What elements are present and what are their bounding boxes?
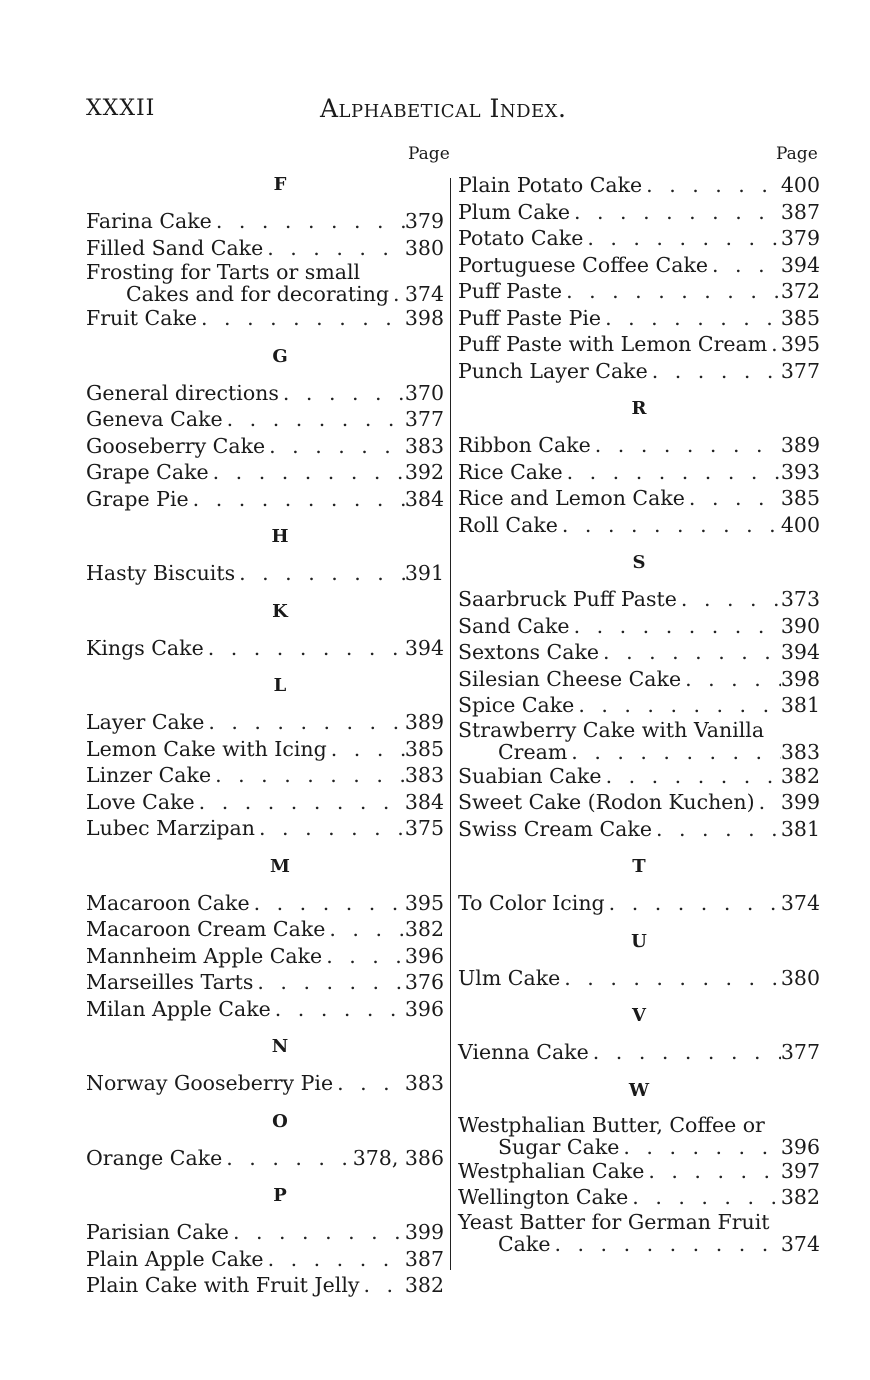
entry-name: Puff Paste xyxy=(458,279,563,303)
index-entry xyxy=(86,762,444,789)
entry-name: Sand Cake xyxy=(458,613,570,638)
index-entry xyxy=(86,916,444,943)
leader-dots xyxy=(212,208,405,235)
entry-name: Mannheim Apple Cake xyxy=(86,943,323,968)
index-section xyxy=(458,1003,820,1066)
index-entry xyxy=(86,486,444,513)
entry-page-number: 378, 386 xyxy=(352,1145,444,1170)
entry-name: Kings Cake xyxy=(86,635,204,660)
index-entry xyxy=(458,789,820,816)
page-number: XXXII xyxy=(86,96,156,121)
page-title: Alphabetical Index. xyxy=(320,94,567,123)
section-letter: K xyxy=(272,600,288,622)
leader-dots xyxy=(265,433,405,460)
leader-dots xyxy=(189,486,405,513)
entry-page-number: 395 xyxy=(404,890,444,915)
leader-dots xyxy=(563,459,781,486)
entry-name: Geneva Cake xyxy=(86,407,223,431)
entry-page-number: 377 xyxy=(780,1040,820,1064)
leader-dots xyxy=(253,969,404,996)
index-section xyxy=(458,1078,820,1255)
section-letter: M xyxy=(270,855,290,877)
entry-name: Plain Apple Cake xyxy=(86,1246,264,1271)
entry-page-number: 383 xyxy=(404,1071,444,1095)
leader-dots xyxy=(681,666,781,693)
leader-dots xyxy=(628,1184,781,1211)
entry-page-number: 370 xyxy=(404,380,444,405)
index-entry xyxy=(458,331,820,358)
leader-dots xyxy=(264,1246,405,1273)
index-entry xyxy=(458,305,820,332)
index-entry xyxy=(86,1246,444,1273)
entry-name: Lemon Cake with Icing xyxy=(86,736,327,761)
entry-page-number: 381 xyxy=(780,693,820,717)
leader-dots xyxy=(325,916,404,943)
leader-dots xyxy=(767,331,781,358)
leader-dots xyxy=(271,996,405,1023)
index-section xyxy=(458,929,820,992)
entry-page-number: 387 xyxy=(404,1246,444,1271)
leader-dots xyxy=(755,789,781,816)
entry-name: Wellington Cake xyxy=(458,1185,629,1209)
leader-dots xyxy=(327,736,405,763)
entry-name: Plain Cake with Fruit Jelly xyxy=(86,1273,360,1297)
index-section xyxy=(86,344,444,513)
section-letter: N xyxy=(271,1036,289,1057)
index-entry xyxy=(86,208,444,235)
entry-name: Norway Gooseberry Pie xyxy=(86,1071,334,1095)
index-entry xyxy=(86,890,444,917)
leader-dots xyxy=(322,943,405,970)
index-section xyxy=(86,1034,444,1097)
leader-dots xyxy=(235,560,405,587)
entry-page-number: 380 xyxy=(780,965,820,990)
entry-name: Westphalian Cake xyxy=(458,1158,645,1183)
index-entry xyxy=(86,459,444,486)
leader-dots xyxy=(642,172,781,199)
index-entry xyxy=(458,459,820,486)
index-entry xyxy=(458,692,820,719)
entry-name: Grape Pie xyxy=(86,486,189,511)
leader-dots xyxy=(389,283,405,305)
entry-name: Farina Cake xyxy=(86,209,212,233)
entry-name: Milan Apple Cake xyxy=(86,996,271,1021)
leader-dots xyxy=(619,1136,780,1158)
leader-dots xyxy=(558,512,781,539)
entry-name: Plum Cake xyxy=(458,199,570,224)
entry-page-number: 383 xyxy=(404,433,444,458)
entry-page-number: 394 xyxy=(780,640,820,664)
index-entry xyxy=(458,512,820,539)
entry-name: Rice Cake xyxy=(458,459,563,484)
index-section xyxy=(86,172,444,332)
index-entry xyxy=(458,1158,820,1185)
section-letter: H xyxy=(271,526,289,547)
entry-page-number: 385 xyxy=(404,736,444,761)
entry-name: Orange Cake xyxy=(86,1145,223,1170)
entry-name: Filled Sand Cake xyxy=(86,235,264,260)
section-letter: W xyxy=(628,1079,650,1101)
entry-name: Fruit Cake xyxy=(86,306,197,330)
leader-dots xyxy=(279,380,405,407)
index-section xyxy=(458,172,820,384)
index-entry xyxy=(86,815,444,842)
index-section xyxy=(86,1109,444,1172)
entry-name: Puff Paste with Lemon Cream xyxy=(458,332,768,356)
index-section xyxy=(86,599,444,662)
entry-page-number: 394 xyxy=(780,252,820,277)
entry-page-number: 396 xyxy=(404,943,444,968)
leader-dots xyxy=(223,406,405,433)
entry-name: Layer Cake xyxy=(86,710,205,734)
leader-dots xyxy=(648,358,781,385)
leader-dots xyxy=(570,199,781,226)
page-column-label-left: Page xyxy=(408,144,450,164)
leader-dots xyxy=(197,305,405,332)
index-entry xyxy=(458,1184,820,1211)
leader-dots xyxy=(204,635,405,662)
page-column-label-right: Page xyxy=(776,144,818,164)
index-entry xyxy=(458,639,820,666)
entry-page-number: 373 xyxy=(780,587,820,611)
section-letter: L xyxy=(273,675,287,696)
leader-dots xyxy=(209,459,405,486)
entry-name: Punch Layer Cake xyxy=(458,358,648,383)
entry-name: Hasty Biscuits xyxy=(86,561,236,585)
entry-page-number: 390 xyxy=(780,613,820,638)
index-section xyxy=(458,396,820,538)
index-entry xyxy=(458,278,820,305)
index-entry xyxy=(86,261,444,305)
index-entry-line xyxy=(86,283,444,305)
index-entry xyxy=(86,380,444,407)
entry-page-number: 392 xyxy=(404,460,444,484)
section-letter: O xyxy=(272,1110,288,1132)
index-entry xyxy=(458,252,820,279)
entry-page-number: 374 xyxy=(780,1231,820,1256)
leader-dots xyxy=(222,1145,352,1172)
entry-page-number: 377 xyxy=(780,358,820,383)
entry-page-number: 398 xyxy=(780,666,820,691)
index-entry xyxy=(458,613,820,640)
entry-page-number: 383 xyxy=(404,763,444,787)
index-entry xyxy=(458,225,820,252)
index-entry xyxy=(86,1145,444,1172)
entry-name: Sugar Cake xyxy=(498,1134,620,1159)
entry-name: Gooseberry Cake xyxy=(86,433,266,458)
leader-dots xyxy=(685,485,781,512)
entry-page-number: 391 xyxy=(404,561,444,585)
index-entry xyxy=(86,1272,444,1299)
entry-name: Silesian Cheese Cake xyxy=(458,666,682,691)
section-letter: G xyxy=(272,345,288,367)
index-entry xyxy=(458,199,820,226)
entry-name: Cakes and for decorating xyxy=(126,282,390,306)
entry-name: Macaroon Cake xyxy=(86,890,250,915)
index-section xyxy=(458,550,820,842)
entry-name: Linzer Cake xyxy=(86,763,212,787)
entry-page-number: 399 xyxy=(404,1220,444,1244)
index-entry xyxy=(458,890,820,917)
leader-dots xyxy=(574,692,781,719)
index-column-right xyxy=(458,172,820,1267)
entry-page-number: 375 xyxy=(404,816,444,840)
leader-dots xyxy=(583,225,781,252)
index-entry-line xyxy=(458,741,820,763)
index-entry xyxy=(458,432,820,459)
entry-page-number: 395 xyxy=(780,332,820,356)
leader-dots xyxy=(570,613,781,640)
leader-dots xyxy=(601,305,781,332)
entry-name: Portuguese Coffee Cake xyxy=(458,252,709,277)
entry-page-number: 382 xyxy=(780,763,820,788)
leader-dots xyxy=(652,816,781,843)
index-entry xyxy=(458,1114,820,1158)
entry-name: Saarbruck Puff Paste xyxy=(458,587,677,611)
index-entry xyxy=(86,996,444,1023)
index-entry xyxy=(86,305,444,332)
leader-dots xyxy=(562,278,781,305)
leader-dots xyxy=(333,1070,405,1097)
entry-name: Vienna Cake xyxy=(458,1040,589,1064)
entry-page-number: 374 xyxy=(780,891,820,915)
entry-page-number: 374 xyxy=(404,282,444,306)
entry-name: Marseilles Tarts xyxy=(86,970,254,994)
index-entry xyxy=(458,763,820,790)
entry-page-number: 396 xyxy=(780,1134,820,1159)
leader-dots xyxy=(211,762,405,789)
section-letter: S xyxy=(632,552,646,573)
index-section xyxy=(86,524,444,587)
leader-dots xyxy=(550,1233,780,1255)
index-entry xyxy=(86,789,444,816)
entry-name: To Color Icing xyxy=(458,891,605,915)
entry-name: Lubec Marzipan xyxy=(86,816,255,840)
index-entry-line xyxy=(458,1136,820,1158)
leader-dots xyxy=(589,1039,781,1066)
leader-dots xyxy=(602,763,781,790)
index-entry xyxy=(458,485,820,512)
entry-page-number: 372 xyxy=(780,279,820,303)
entry-name: General directions xyxy=(86,380,279,405)
index-entry xyxy=(86,560,444,587)
index-entry xyxy=(86,1219,444,1246)
entry-name-first-line: Strawberry Cake with Vanilla xyxy=(458,717,765,742)
index-section xyxy=(458,854,820,917)
entry-page-number: 381 xyxy=(780,816,820,841)
entry-page-number: 387 xyxy=(780,199,820,224)
leader-dots xyxy=(708,252,781,279)
index-entry xyxy=(458,1039,820,1066)
entry-page-number: 399 xyxy=(780,790,820,814)
entry-page-number: 389 xyxy=(404,710,444,734)
entry-name: Puff Paste Pie xyxy=(458,305,602,330)
entry-page-number: 397 xyxy=(780,1158,820,1183)
index-entry xyxy=(86,969,444,996)
index-section xyxy=(86,1183,444,1299)
section-letter: F xyxy=(273,174,287,195)
entry-page-number: 384 xyxy=(404,789,444,814)
entry-page-number: 376 xyxy=(404,970,444,994)
entry-name-first-line: Yeast Batter for German Fruit xyxy=(458,1209,770,1234)
entry-name: Sweet Cake (Rodon Kuchen) xyxy=(458,790,755,814)
leader-dots xyxy=(204,709,405,736)
index-section xyxy=(86,673,444,842)
entry-name: Parisian Cake xyxy=(86,1220,229,1244)
entry-name: Plain Potato Cake xyxy=(458,173,643,197)
entry-name: Roll Cake xyxy=(458,512,558,537)
entry-page-number: 383 xyxy=(780,739,820,764)
entry-page-number: 389 xyxy=(780,433,820,457)
entry-name: Potato Cake xyxy=(458,226,584,250)
entry-page-number: 385 xyxy=(780,486,820,510)
entry-page-number: 400 xyxy=(780,173,820,197)
index-entry xyxy=(86,1070,444,1097)
section-letter: U xyxy=(631,930,647,952)
leader-dots xyxy=(591,432,781,459)
index-entry xyxy=(458,586,820,613)
index-entry xyxy=(458,172,820,199)
leader-dots xyxy=(677,586,781,613)
leader-dots xyxy=(263,235,405,262)
leader-dots xyxy=(644,1158,781,1185)
entry-name: Cake xyxy=(498,1231,551,1256)
index-entry xyxy=(458,666,820,693)
leader-dots xyxy=(560,965,781,992)
index-entry xyxy=(458,719,820,763)
leader-dots xyxy=(359,1272,404,1299)
entry-name: Spice Cake xyxy=(458,693,575,717)
leader-dots xyxy=(567,741,781,763)
entry-page-number: 380 xyxy=(404,235,444,260)
entry-page-number: 384 xyxy=(404,486,444,511)
entry-name-first-line: Frosting for Tarts or small xyxy=(86,260,361,284)
entry-page-number: 385 xyxy=(780,305,820,330)
entry-page-number: 394 xyxy=(404,635,444,660)
entry-page-number: 379 xyxy=(780,226,820,250)
index-entry xyxy=(86,943,444,970)
entry-page-number: 398 xyxy=(404,306,444,330)
index-entry xyxy=(458,1211,820,1255)
entry-name: Ulm Cake xyxy=(458,965,561,990)
section-letter: R xyxy=(631,398,647,419)
entry-name: Ribbon Cake xyxy=(458,433,591,457)
entry-name: Suabian Cake xyxy=(458,763,602,788)
index-entry xyxy=(86,433,444,460)
entry-name: Love Cake xyxy=(86,789,195,814)
entry-name-first-line: Westphalian Butter, Coffee or xyxy=(458,1112,765,1137)
index-entry xyxy=(86,406,444,433)
leader-dots xyxy=(599,639,781,666)
entry-name: Swiss Cream Cake xyxy=(458,816,652,841)
leader-dots xyxy=(255,815,405,842)
index-entry xyxy=(86,635,444,662)
entry-page-number: 377 xyxy=(404,407,444,431)
entry-page-number: 382 xyxy=(404,1273,444,1297)
column-divider xyxy=(450,178,451,1270)
leader-dots xyxy=(195,789,405,816)
index-entry xyxy=(458,358,820,385)
entry-page-number: 393 xyxy=(780,459,820,484)
index-column-left xyxy=(86,172,444,1311)
index-entry xyxy=(86,709,444,736)
entry-page-number: 396 xyxy=(404,996,444,1021)
index-entry xyxy=(86,736,444,763)
entry-page-number: 382 xyxy=(780,1185,820,1209)
index-entry xyxy=(458,965,820,992)
leader-dots xyxy=(229,1219,405,1246)
index-entry xyxy=(458,816,820,843)
entry-name: Grape Cake xyxy=(86,460,209,484)
entry-page-number: 382 xyxy=(404,917,444,941)
index-section xyxy=(86,854,444,1023)
entry-page-number: 400 xyxy=(780,512,820,537)
leader-dots xyxy=(605,890,781,917)
entry-name: Rice and Lemon Cake xyxy=(458,486,685,510)
section-letter: P xyxy=(273,1185,287,1206)
entry-page-number: 379 xyxy=(404,209,444,233)
leader-dots xyxy=(250,890,405,917)
section-letter: T xyxy=(632,856,646,877)
entry-name: Cream xyxy=(498,739,568,764)
entry-name: Macaroon Cream Cake xyxy=(86,917,326,941)
section-letter: V xyxy=(632,1005,646,1026)
index-entry xyxy=(86,235,444,262)
entry-name: Sextons Cake xyxy=(458,640,600,664)
index-entry-line xyxy=(458,1233,820,1255)
